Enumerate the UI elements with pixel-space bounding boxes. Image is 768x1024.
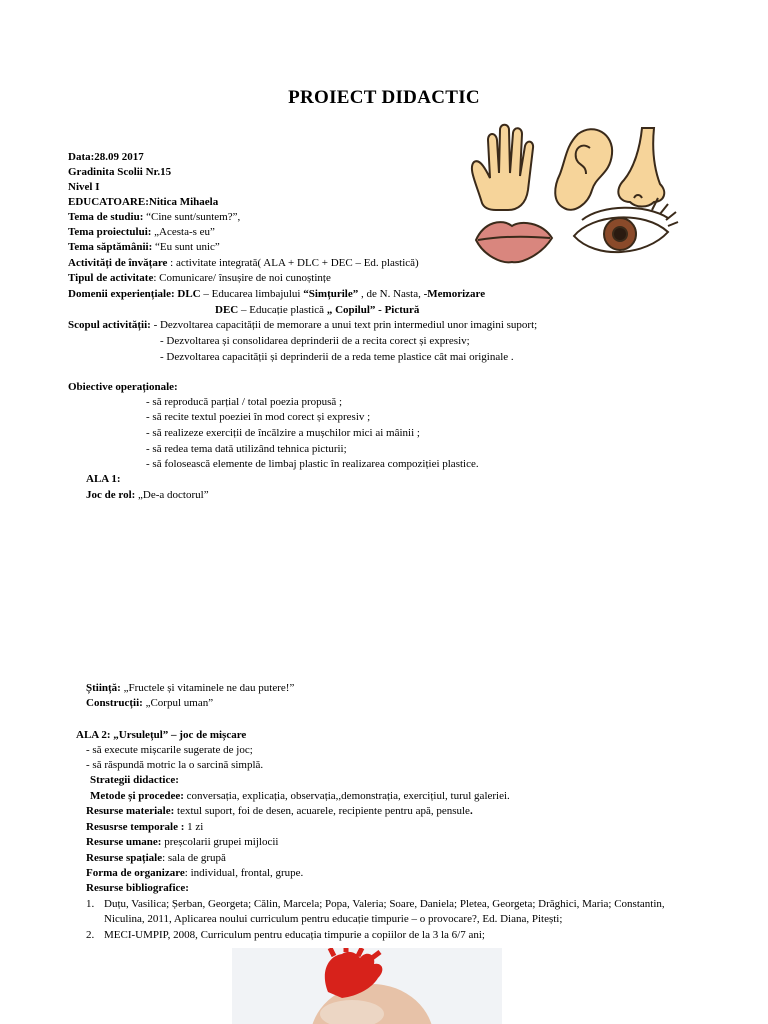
nose-icon [618, 128, 664, 207]
bibliography-number: 1. [86, 898, 95, 910]
objective-item: - să recite textul poeziei în mod corect și expresiv ; [146, 411, 371, 423]
date-line: Data:28.09 2017 [68, 151, 144, 163]
lips-icon [476, 222, 552, 262]
objectives-heading: Obiective operaționale: [68, 381, 178, 393]
human-resources: Resurse umane: preșcolarii grupei mijlocii [86, 836, 279, 848]
level-line: Nivel I [68, 181, 100, 193]
bibliography-heading: Resurse bibliografice: [86, 882, 189, 894]
child-painting-photo [232, 948, 502, 1024]
science-center: Știință: „Fructele și vitaminele ne dau putere!” [86, 682, 295, 694]
dec-domain: DEC – Educație plastică „ Copilul” - Pictură [215, 304, 420, 316]
week-theme: Tema săptămânii: “Eu sunt unic” [68, 241, 220, 253]
purpose-line-2: - Dezvoltarea și consolidarea deprinderii de a recita corect și expresiv; [160, 335, 470, 347]
ala2-item: - să răspundă motric la o sarcină simplă. [86, 759, 264, 771]
strategies-heading: Strategii didactice: [90, 774, 179, 786]
objective-item: - să realizeze exerciții de încălzire a mușchilor mici ai mâinii ; [146, 427, 420, 439]
purpose-line-3: - Dezvoltarea capacității și deprinderii de a reda teme plastice cât mai originale . [160, 351, 514, 363]
school-line: Gradinita Scolii Nr.15 [68, 166, 172, 178]
material-resources: Resurse materiale: textul suport, foi de desen, acuarele, recipiente pentru apă, pensule. [86, 805, 473, 817]
time-resources: Resusrse temporale : 1 zi [86, 821, 204, 833]
bibliography-number: 2. [86, 929, 95, 941]
project-theme: Tema proiectului: „Acesta-s eu” [68, 226, 215, 238]
bibliography-item: MECI-UMPIP, 2008, Curriculum pentru educația timpurie a copiilor de la 3 la 6/7 ani; [104, 929, 485, 941]
teacher-line: EDUCATOARE:Nitica Mihaela [68, 196, 219, 208]
construction-center: Construcții: „Corpul uman” [86, 697, 214, 709]
organization-form: Forma de organizare: individual, frontal, grupe. [86, 867, 304, 879]
ear-icon [555, 129, 612, 210]
space-resources: Resurse spațiale: sala de grupă [86, 852, 226, 864]
objective-item: - să reproducă parțial / total poezia propusă ; [146, 396, 343, 408]
purpose-line-1: Scopul activității: - Dezvoltarea capacității de memorare a unui text prin intermediul unor imagini suport; [68, 319, 538, 331]
experiential-domains: Domenii experiențiale: DLC – Educarea limbajului “Simțurile” , de N. Nasta, -Memorizare [68, 288, 486, 300]
learning-activities: Activități de învățare : activitate integrată( ALA + DLC + DEC – Ed. plastică) [68, 257, 419, 269]
objective-item: - să redea tema dată utilizând tehnica picturii; [146, 443, 347, 455]
role-play: Joc de rol: „De-a doctorul” [86, 489, 209, 501]
bibliography-item: Duțu, Vasilica; Șerban, Georgeta; Călin, Marcela; Popa, Valeria; Soare, Daniela; Pletea, Georgeta; Drăghici, Maria; Constantin, [104, 898, 665, 910]
objective-item: - să folosească elemente de limbaj plastic în realizarea compoziției plastice. [146, 458, 479, 470]
senses-illustration [462, 118, 702, 268]
ala1-heading: ALA 1: [86, 473, 121, 485]
ala2-item: - să execute mișcarile sugerate de joc; [86, 744, 253, 756]
eye-icon [574, 198, 678, 252]
page-title: PROIECT DIDACTIC [288, 87, 480, 108]
activity-type: Tipul de activitate: Comunicare/ însușire de noi cunoștințe [68, 272, 331, 284]
hand-icon [472, 125, 533, 210]
ala2-heading: ALA 2: „Ursulețul” – joc de mișcare [76, 729, 247, 741]
methods-line: Metode și procedee: conversația, explicația, observația,,demonstrația, exercițiul, turul galeriei. [90, 790, 510, 802]
study-theme: Tema de studiu: “Cine sunt/suntem?”, [68, 211, 241, 223]
bibliography-item-continued: Niculina, 2011, Aplicarea noului curriculum pentru educație timpurie – o provocare?, Ed. Diana, Pitești; [104, 913, 563, 925]
